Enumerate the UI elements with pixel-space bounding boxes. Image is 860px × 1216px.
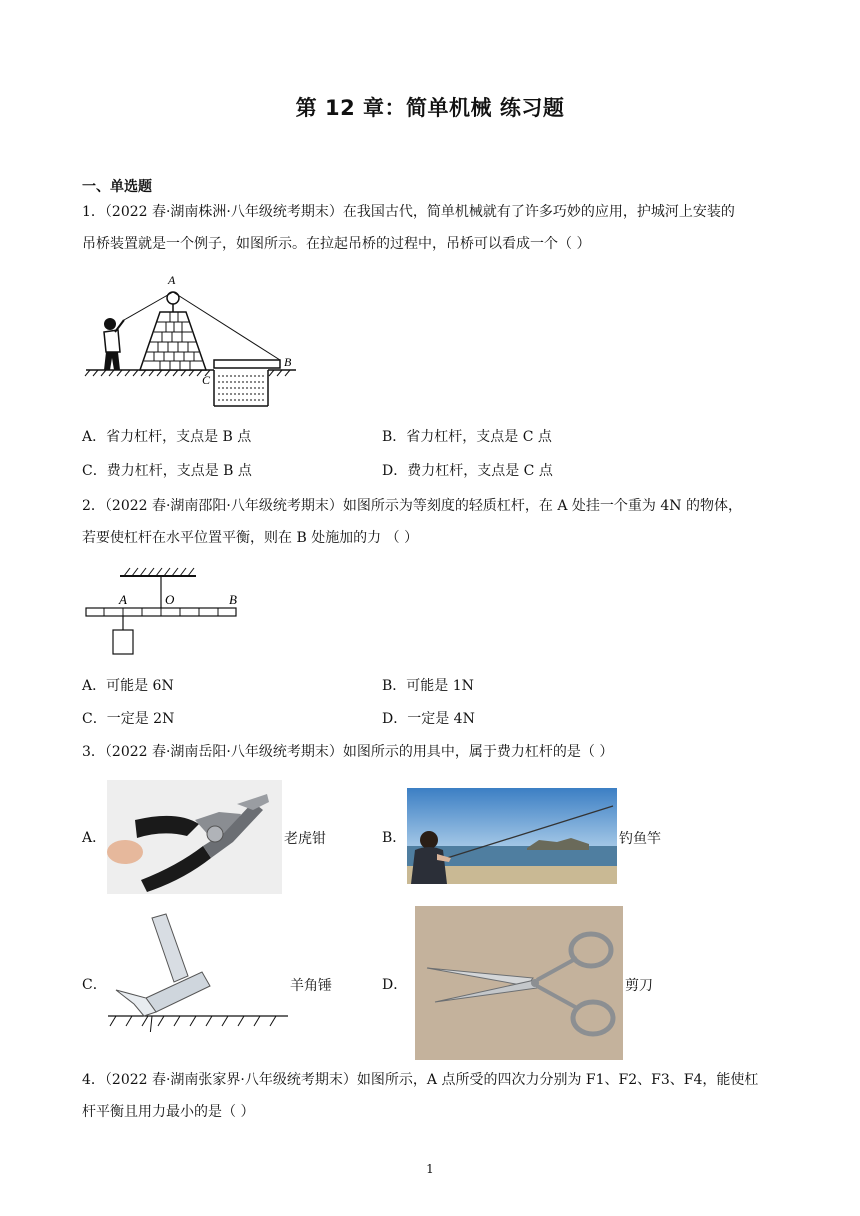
q3-option-d-letter[interactable]: D． bbox=[382, 977, 408, 993]
q3-option-c-label: 羊角锤 bbox=[290, 978, 332, 994]
figure-label-a: A bbox=[168, 273, 176, 287]
question-4-line-2: 杆平衡且用力最小的是（ ） bbox=[82, 1104, 255, 1120]
page-number: 1 bbox=[426, 1162, 434, 1176]
scissors-image bbox=[415, 906, 623, 1060]
fishing-rod-image bbox=[407, 788, 617, 884]
figure-label-c: C bbox=[202, 373, 211, 387]
q1-option-a[interactable]: A．省力杠杆，支点是 B 点 bbox=[82, 429, 252, 445]
q3-option-c-letter[interactable]: C． bbox=[82, 977, 107, 993]
q2-option-b[interactable]: B．可能是 1N bbox=[382, 678, 474, 694]
q3-option-b-letter[interactable]: B． bbox=[382, 830, 407, 846]
page-title: 第 12 章：简单机械 练习题 bbox=[295, 96, 565, 120]
question-3-stem bbox=[82, 736, 782, 768]
question-2-line-1: 2．（2022 春·湖南邵阳·八年级统考期末）如图所示为等刻度的轻质杠杆，在 A 处挂一个重为 4N 的物体， bbox=[82, 498, 742, 514]
question-1-stem bbox=[82, 196, 782, 260]
q2-option-c[interactable]: C．一定是 2N bbox=[82, 711, 175, 727]
figure-label-b: B bbox=[284, 355, 292, 369]
figure-label-b: B bbox=[229, 592, 237, 607]
pliers-image bbox=[107, 780, 282, 894]
figure-label-o: O bbox=[165, 592, 175, 607]
lever-figure bbox=[82, 562, 252, 658]
figure-label-a: A bbox=[119, 592, 127, 607]
q1-option-c[interactable]: C．费力杠杆，支点是 B 点 bbox=[82, 463, 252, 479]
drawbridge-figure bbox=[82, 268, 304, 410]
q3-option-a-label: 老虎钳 bbox=[284, 831, 326, 847]
section-heading: 一、单选题 bbox=[82, 179, 152, 195]
question-2-line-2: 若要使杠杆在水平位置平衡，则在 B 处施加的力 （ ） bbox=[82, 530, 419, 546]
question-1-line-2: 吊桥装置就是一个例子，如图所示。在拉起吊桥的过程中，吊桥可以看成一个（ ） bbox=[82, 236, 591, 252]
q1-option-d[interactable]: D．费力杠杆，支点是 C 点 bbox=[382, 463, 553, 479]
claw-hammer-figure bbox=[104, 912, 292, 1032]
q3-option-d-label: 剪刀 bbox=[625, 978, 653, 994]
q1-option-b[interactable]: B．省力杠杆，支点是 C 点 bbox=[382, 429, 552, 445]
question-1-line-1: 1．（2022 春·湖南株洲·八年级统考期末）在我国古代，简单机械就有了许多巧妙的应用，护城河上安装的 bbox=[82, 204, 735, 220]
q3-option-a-letter[interactable]: A． bbox=[82, 830, 107, 846]
q3-option-b-label: 钓鱼竿 bbox=[619, 831, 661, 847]
question-4-line-1: 4．（2022 春·湖南张家界·八年级统考期末）如图所示，A 点所受的四次力分别为 F1、F2、F3、F4，能使杠 bbox=[82, 1072, 759, 1088]
question-3-line-1: 3．（2022 春·湖南岳阳·八年级统考期末）如图所示的用具中，属于费力杠杆的是（ ） bbox=[82, 744, 614, 760]
q2-option-a[interactable]: A．可能是 6N bbox=[82, 678, 174, 694]
question-4-stem bbox=[82, 1064, 782, 1128]
q2-option-d[interactable]: D．一定是 4N bbox=[382, 711, 475, 727]
question-2-stem bbox=[82, 490, 782, 554]
